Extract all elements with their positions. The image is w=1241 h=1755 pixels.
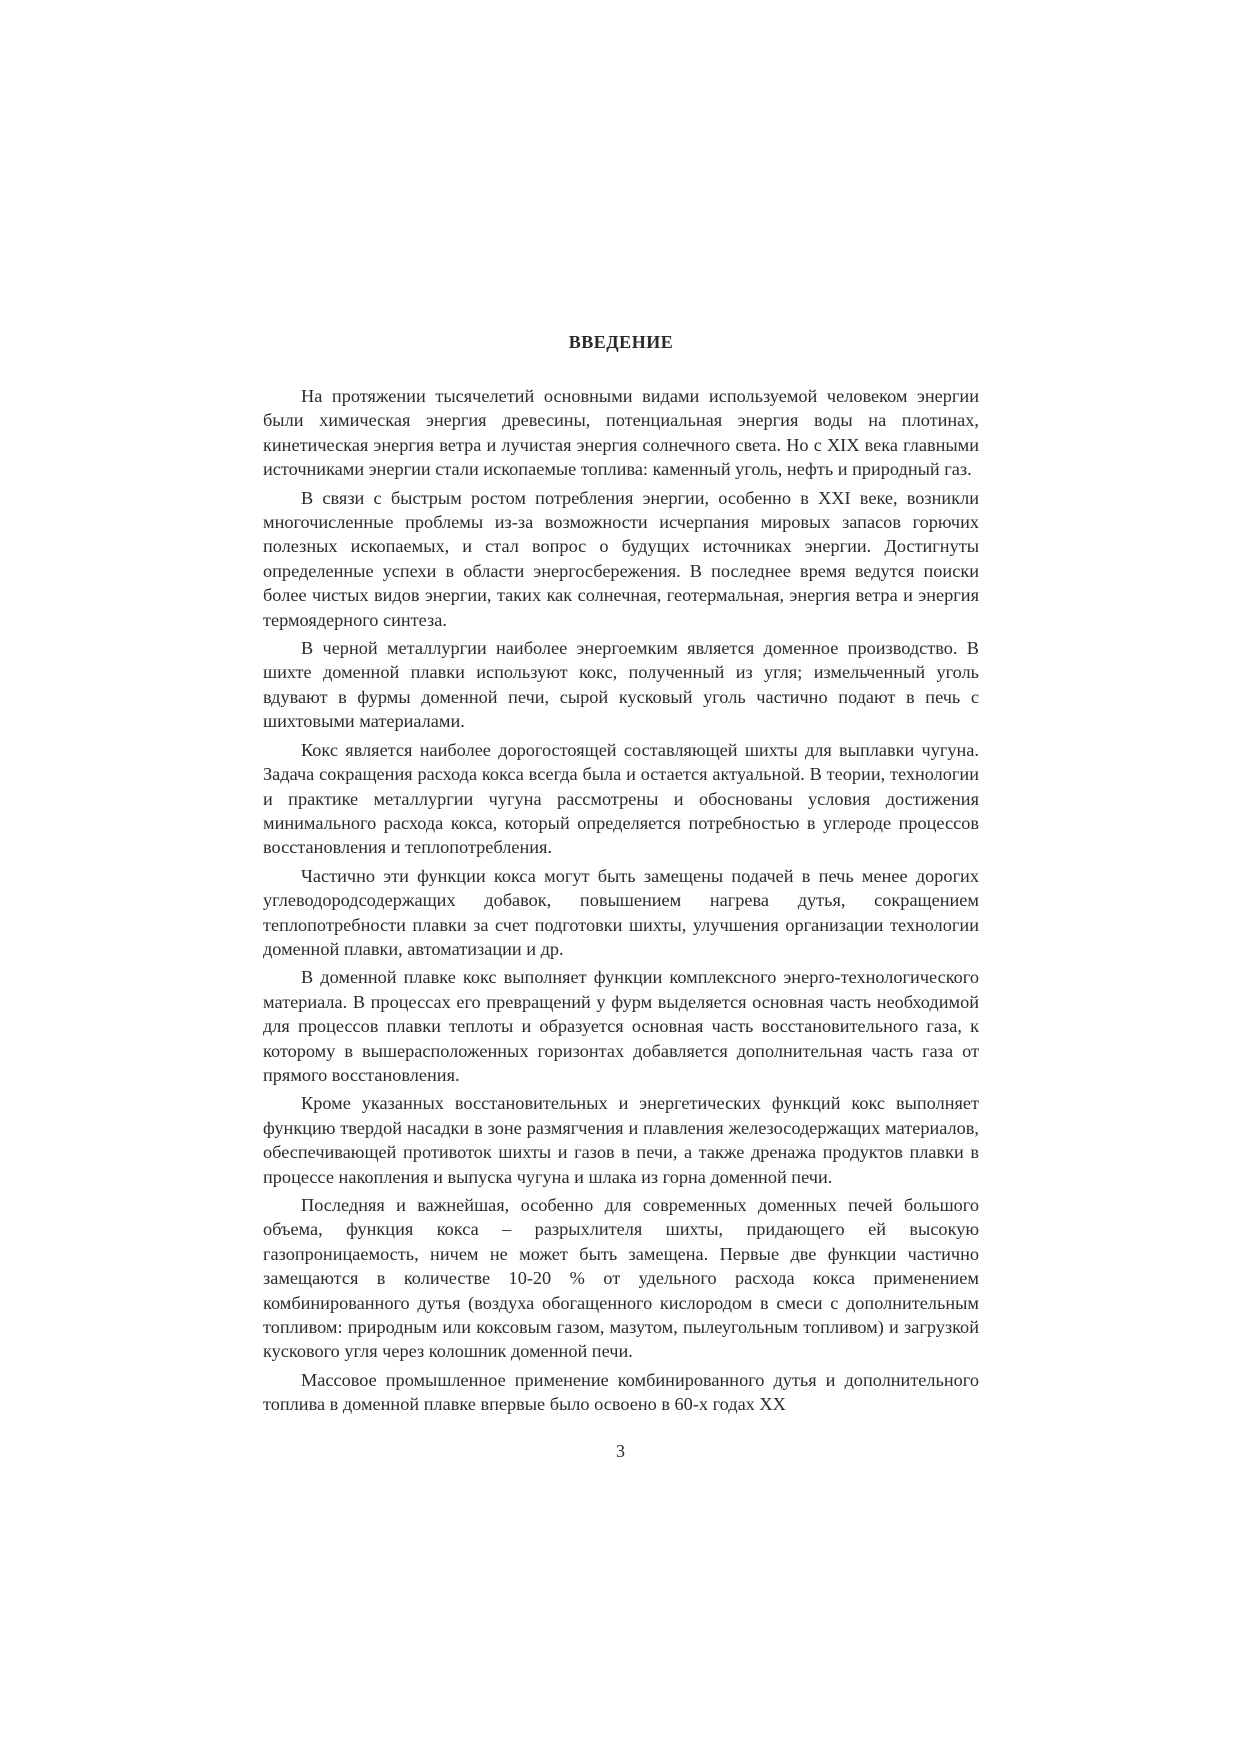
paragraph: На протяжении тысячелетий основными видами используемой человеком энергии были химическая энергия древесины, потенциальная энергия воды на плотинах, кинетическая энергия ветра и лучистая энергия солнечного света. Но с XIX века главными источниками энергии стали ископаемые топлива: каменный уголь, нефть и природный газ. [263,386,979,480]
page-number: 3 [616,1441,625,1461]
paragraph: Частично эти функции кокса могут быть замещены подачей в печь менее дорогих углеводородсодержащих добавок, повышением нагрева дутья, сокращением теплопотребности плавки за счет подготовки шихты, улучшения организации технологии доменной плавки, автоматизации и др. [263,865,979,959]
text-block [263,330,979,1417]
paragraph: Кокс является наиболее дорогостоящей составляющей шихты для выплавки чугуна. Задача сокращения расхода кокса всегда была и остается актуальной. В теории, технологии и практике металлургии чугуна рассмотрены и обоснованы условия достижения минимального расхода кокса, который определяется потребностью в углероде процессов восстановления и теплопотребления. [263,739,979,858]
paragraph: Последняя и важнейшая, особенно для современных доменных печей большого объема, функция кокса – разрыхлителя шихты, придающего ей высокую газопроницаемость, ничем не может быть замещена. Первые две функции частично замещаются в количестве 10-20 % от удельного расхода кокса применением комбинированного дутья (воздуха обогащенного кислородом в смеси с дополнительным топливом: природным или коксовым газом, мазутом, пылеугольным топливом) и загрузкой кускового угля через колошник доменной печи. [263,1195,979,1362]
page-title: ВВЕДЕНИЕ [568,332,674,352]
paragraph: В доменной плавке кокс выполняет функции комплексного энерго-технологического материала. В процессах его превращений у фурм выделяется основная часть необходимой для процессов плавки теплоты и образуется основная часть восстановительного газа, к которому в вышерасположенных горизонтах добавляется дополнительная часть газа от прямого восстановления. [263,967,979,1085]
paragraph: В связи с быстрым ростом потребления энергии, особенно в XXI веке, возникли многочисленные проблемы из-за возможности исчерпания мировых запасов горючих полезных ископаемых, и стал вопрос о будущих источниках энергии. Достигнуты определенные успехи в области энергосбережения. В последнее время ведутся поиски более чистых видов энергии, таких как солнечная, геотермальная, энергия ветра и энергия термоядерного синтеза. [263,487,979,630]
paragraph: В черной металлургии наиболее энергоемким является доменное производство. В шихте доменной плавки используют кокс, полученный из угля; измельченный уголь вдувают в фурмы доменной печи, сырой кусковый уголь частично подают в печь с шихтовыми материалами. [263,638,979,732]
paragraph: Кроме указанных восстановительных и энергетических функций кокс выполняет функцию твердой насадки в зоне размягчения и плавления железосодержащих материалов, обеспечивающей противоток шихты и газов в печи, а также дренажа продуктов плавки в процессе накопления и выпуска чугуна и шлака из горна доменной печи. [263,1093,979,1187]
paragraph: Массовое промышленное применение комбинированного дутья и дополнительного топлива в доменной плавке впервые было освоено в 60-х годах XX [263,1369,979,1415]
